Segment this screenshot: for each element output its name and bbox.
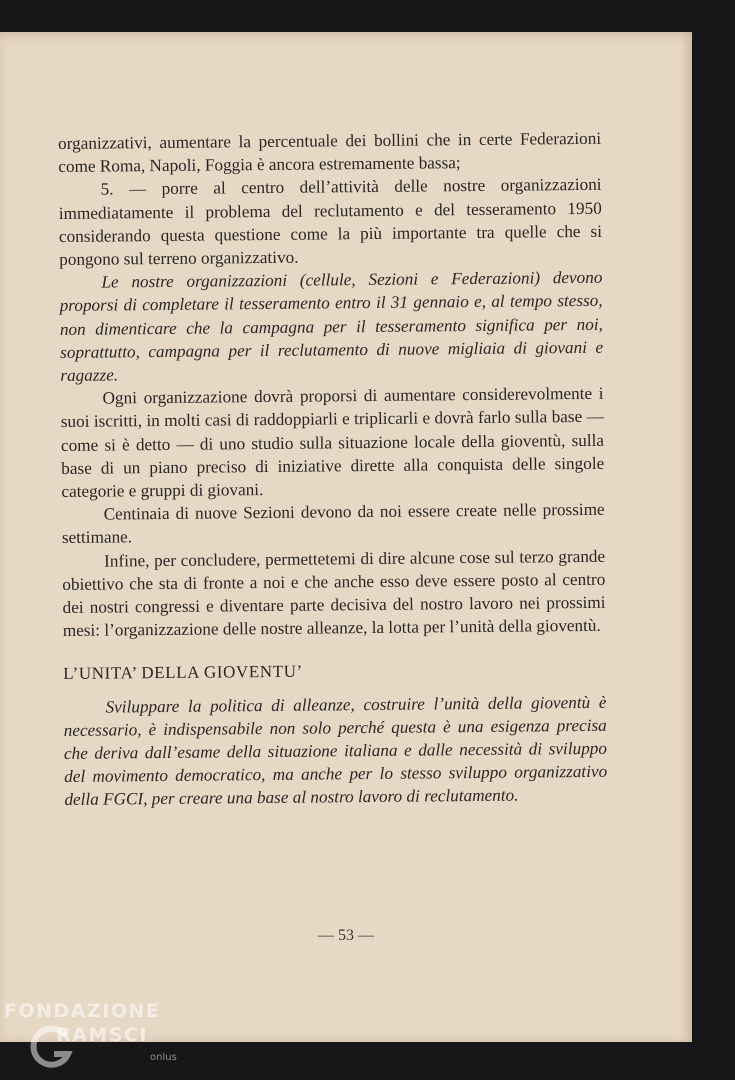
fondazione-gramsci-watermark: [4, 1000, 204, 1080]
body-text: [58, 127, 607, 812]
paragraph-2: 5. — porre al centro dell’attività delle nostre organizzazioni immediatamente il problema del reclutamento e del tesseramento 1950 considerando questa questione come la più importante tra quelle che si pongono sul terreno organizzativo.: [58, 175, 603, 270]
watermark-onlus: onlus: [150, 1052, 177, 1063]
section-heading: L’UNITA’ DELLA GIOVENTU’: [63, 662, 303, 684]
paragraph-3-italic: Le nostre organizzazioni (cellule, Sezioni e Federazioni) devono proporsi di completare il tesseramento entro il 31 gennaio e, al tempo stesso, non dimenticare che la campagna per il tesseramento significa per noi, soprattutto, campagna per il reclutamento di nuove migliaia di giovani e ragazze.: [59, 267, 604, 386]
paragraph-1: organizzativi, aumentare la percentuale dei bollini che in certe Federazioni come Roma, Napoli, Foggia è ancora estremamente bassa;: [58, 128, 602, 177]
page-number: — 53 —: [318, 927, 374, 944]
watermark-line-2: RAMSCI: [56, 1024, 148, 1046]
paragraph-4: Ogni organizzazione dovrà proporsi di aumentare considerevolmente i suoi iscritti, in molti casi di raddoppiarli e triplicarli e dovrà farlo sulla base — come si è detto — di uno studio sulla situazione locale della gioventù, sulla base di un piano preciso di iniziative dirette alla conquista delle singole categorie e gruppi di giovani.: [60, 384, 605, 502]
paragraph-6: Infine, per concludere, permettetemi di dire alcune cose sul terzo grande obiettivo che sta di fronte a noi e che anche esso deve essere posto al centro dei nostri congressi e diventare parte decisiva del nostro lavoro nei prossimi mesi: l’organizzazione delle nostre alleanze, la lotta per l’unità della gioventù.: [62, 546, 606, 641]
closing-paragraph-italic: Sviluppare la politica di alleanze, costruire l’unità della gioventù è necessario, è indispensabile non solo perché questa è una esigenza precisa che deriva dall’esame della situazione italiana e dalle necessità di sviluppo del movimento democratico, ma anche per lo stesso sviluppo organizzativo della FGCI, per creare una base al nostro lavoro di reclutamento.: [63, 692, 608, 810]
book-page: [0, 32, 692, 1042]
paragraph-5: Centinaia di nuove Sezioni devono da noi essere create nelle prossime settimane.: [61, 500, 605, 548]
watermark-line-1: FONDAZIONE: [4, 1000, 161, 1022]
